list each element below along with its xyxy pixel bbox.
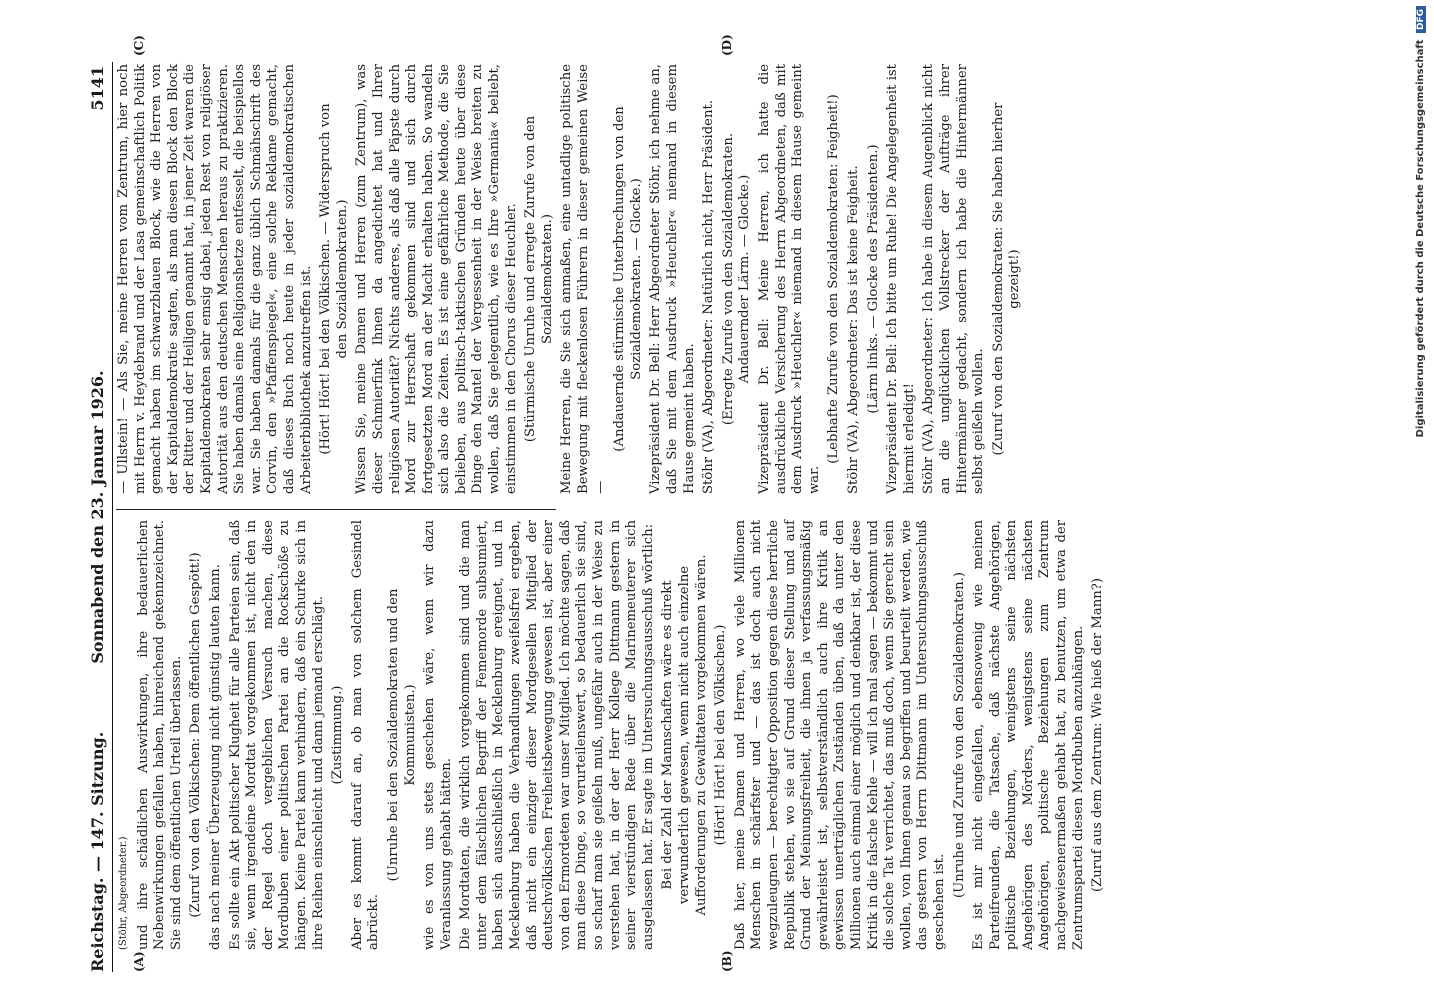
digitization-credit: [1415, 0, 1426, 1000]
interjection: (Lärm links. — Glocke des Präsidenten.): [865, 144, 881, 414]
dfg-logo: DFG: [1416, 6, 1426, 33]
interjection: (Andauernde stürmische Unterbrechungen von den Sozialdemokraten. — Glocke.): [612, 106, 644, 452]
interjection: (Zuruf von den Völkischen: Dem öffentlichen Gespött!): [188, 552, 204, 918]
paragraph: wie es von uns stets geschehen wäre, wenn wir dazu Veranlassung gehabt hätten.: [422, 520, 454, 950]
column-right: [116, 64, 1027, 494]
margin-mark-c: (C): [132, 35, 146, 56]
speaker-label: (Stöhr, Abgeordneter.): [118, 836, 129, 950]
margin-mark-a: (A): [132, 951, 146, 972]
interjection: (Zustimmung.): [330, 685, 346, 785]
header-left: Reichstag. — 147. Sitzung.: [88, 731, 107, 972]
interjection: (Hört! Hört! bei den Völkischen. — Widerspruch von den Sozialdemokraten.): [318, 103, 350, 455]
interjection: (Unruhe bei den Sozialdemokraten und den Kommunisten.): [385, 588, 418, 882]
paragraph: Vizepräsident Dr. Bell: Meine Herren, ich hatte die ausdrückliche Versicherung des Herrn Abgeordneten, daß mit dem Ausdruck »Heuchler« niemand in diesem Hause gemeint war.: [756, 64, 822, 494]
paragraph: Daß hier, meine Damen und Herren, wo viele Millionen Menschen in schärfster und — das ist doch auch nicht wegzuleugnen — berechtigter Opposition gegen diese herrliche Republik stehen, wo sie auf Grund dieser Stellung und auf Grund der Meinungsfreiheit, die ihnen ja verfassungsmäßig gewährleistet ist, selbstverständlich auch ihre Kritik an gewissen unerträglichen Zuständen üben, daß da unter den Millionen auch einmal einer möglich und denkbar ist, der diese Kritik in die falsche Kehle — will ich mal sagen — bekommt und die solche Tat verrichtet, das muß doch, wenn Sie gerecht sein wollen, von Ihnen genau so begriffen und beurteilt werden, wie das gestern von Herrn Dittmann im Untersuchungsausschuß geschehen ist.: [732, 520, 947, 950]
interjection: (Zuruf aus dem Zentrum: Wie hieß der Mann?): [1090, 578, 1106, 892]
paragraph: Vizepräsident Dr. Bell: Herr Abgeordneter Stöhr, ich nehme an, daß Sie mit dem Ausdruck »Heuchler« niemand in diesem Hause gemeint haben.: [648, 64, 697, 494]
interjection: (Unruhe und Zurufe von den Sozialdemokraten.): [951, 572, 967, 898]
interjection: (Zuruf von den Sozialdemokraten: Sie haben hierher gezeigt!): [990, 102, 1023, 456]
paragraph: Wissen Sie, meine Damen und Herren (zum Zentrum), was dieser Schmierfink Ihnen da angedichtet hat und Ihrer religiösen Autorität? Nichts anderes, als daß alle Päpste durch Mord zur Herrschaft gekommen sind und sich durch fortgesetzten Mord an der Macht erhalten haben. So wandeln sich also die Zeiten. Es ist eine gefährliche Methode, die Sie belieben, aus politisch-taktischen Gründen heute über diese Dinge den Mantel der Vergessenheit in der Weise breiten zu wollen, daß Sie gelegentlich, wie es Ihre »Germania« beliebt, einstimmen in den Chorus dieser Heuchler.: [354, 64, 519, 494]
paragraph: Stöhr (VA), Abgeordneter: Ich habe in diesem Augenblick nicht an die unglücklichen Vollstrecker der Aufträge ihrer Hintermänner gedacht, sondern ich habe die Hintermänner selbst geißeln wollen.: [921, 64, 987, 494]
margin-mark-b: (B): [720, 950, 734, 972]
paragraph: Stöhr (VA), Abgeordneter: Das ist keine Feigheit.: [845, 165, 861, 494]
paragraph: Aber es kommt darauf an, ob man von solchem Gesindel abrückt.: [349, 520, 382, 950]
interjection: (Stürmische Unruhe und erregte Zurufe von den Sozialdemokraten.): [523, 115, 555, 443]
paragraph: Meine Herren, die Sie sich anmaßen, eine untadlige politische Bewegung mit fleckenlosen Führern in dieser gemeinen Weise —: [559, 64, 608, 494]
paragraph: das nach meiner Überzeugung nicht günstig lauten kann.: [207, 564, 223, 950]
quote: Bei der Zahl der Mannschaften wäre es direkt verwunderlich gewesen, wenn nicht auch einzelne Aufforderungen zu Gewalttaten vorgekommen wären.: [660, 554, 709, 916]
margin-mark-d: (D): [720, 34, 734, 56]
column-divider: [116, 509, 556, 510]
interjection: (Lebhafte Zurufe von den Sozialdemokraten: Feigheit!): [826, 94, 842, 464]
page-header: [86, 62, 113, 972]
credit-text: Digitalisierung gefördert durch die Deutsche Forschungsgemeinschaft: [1415, 39, 1426, 438]
paragraph: — Ullstein! — Als Sie, meine Herren vom Zentrum, hier noch mit Herrn v. Heydebrand und der Lasa gemeinschaftlich Politik gemacht haben im schwarzblauen Block, wie die Herren von der Kapitaldemokratie sagten, als man diesen Block den Block der Ritter und der Heiligen genannt hat, in jener Zeit waren die Kapitaldemokraten sehr emsig dabei, jeden Rest von religiöser Autorität aus den deutschen Menschen heraus zu praktizieren. Sie haben damals eine Religionshetze entfesselt, die beispiellos war. Sie haben damals für die ganz üblich Schmähschrift des Corvin, den »Pfaffenspiegel«, eine solche Reklame gemacht, daß dieses Buch noch heute in jeder sozialdemokratischen Arbeiterbibliothek anzutreffen ist.: [116, 64, 314, 494]
interjection: (Hört! Hört! bei den Völkischen.): [713, 624, 729, 846]
paragraph: Stöhr (VA), Abgeordneter: Natürlich nicht, Herr Präsident.: [701, 100, 717, 494]
interjection: (Erregte Zurufe von den Sozialdemokraten. Andauernder Lärm. — Glocke.): [720, 132, 753, 426]
column-left: [116, 520, 1110, 950]
header-date: Sonnabend den 23. Januar 1926.: [88, 370, 107, 664]
paragraph: Es sollte ein Akt politischer Klugheit für alle Parteien sein, daß sie, wenn irgendeine Mordtat vorgekommen ist, nicht den in der Regel doch vergeblichen Versuch machen, diese Mordbuben einer politischen Partei an die Rockschöße zu hängen. Keine Partei kann verhindern, daß ein Schurke sich in ihre Reihen einschleicht und dann jemand erschlägt.: [227, 520, 326, 950]
paragraph: Die Mordtaten, die wirklich vorgekommen sind und die man unter dem fälschlichen Begriff der Fememorde subsumiert, haben sich ausschließlich in Mecklenburg ereignet, und in Mecklenburg haben die Verhandlungen zweifelsfrei ergeben, daß nicht ein einziger dieser Mordgesellen Mitglied der deutschvölkischen Freiheitsbewegung gewesen ist, aber einer von den Ermordeten war unser Mitglied. Ich möchte sagen, daß man diese Dinge, so verurteilenswert, so bedauerlich sie sind, so scharf man sie geißeln muß, ungefähr auch in der Weise zu verstehen hat, in der der Herr Kollege Dittmann gestern in seiner vierstündigen Rede über die Marinemeuterer sich ausgelassen hat. Er sagte im Untersuchungsausschuß wörtlich:: [458, 520, 656, 950]
paragraph: Vizepräsident Dr. Bell: Ich bitte um Ruhe! Die Angelegenheit ist hiermit erledigt!: [885, 64, 917, 494]
paragraph: und ihre schädlichen Auswirkungen, ihre bedauerlichen Nebenwirkungen gefallen haben, hinreichend gekennzeichnet. Sie sind dem öffentlichen Urteil überlassen.: [135, 520, 184, 950]
page-number: 5141: [88, 66, 107, 111]
paragraph: Es ist mir nicht eingefallen, ebensowenig wie meinen Parteifreunden, die Tatsache, daß nächste Angehörigen, politische Beziehungen, wenigstens seine nächsten Angehörigen des Mörders, wenigstens seine nächsten Angehörigen, politische Beziehungen zum Zentrum nachgewiesenermaßen gehabt hat, zu benutzen, um etwa der Zentrumspartei diesen Mordbuben anzuhängen.: [971, 520, 1086, 950]
